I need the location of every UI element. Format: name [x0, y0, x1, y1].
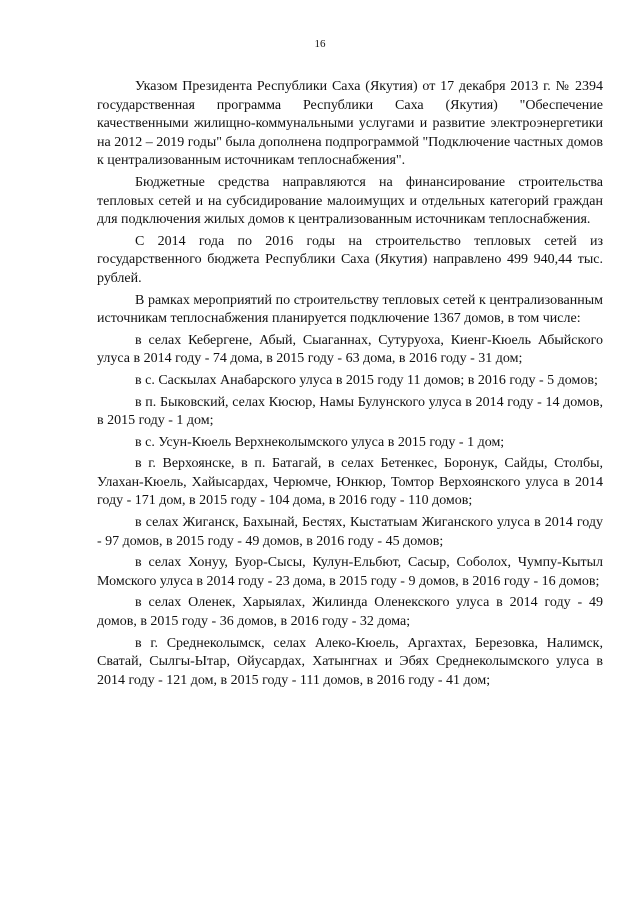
- paragraph: В рамках мероприятий по строительству тепловых сетей к централизованным источникам теплоснабжения планируется подключение 1367 домов, в том числе:: [97, 292, 603, 327]
- list-item: в селах Кебергене, Абый, Сыаганнах, Сутуруоха, Киенг-Кюель Абыйского улуса в 2014 году - 74 дома, в 2015 году - 63 дома, в 2016 году - 31 дом;: [97, 332, 603, 367]
- list-item: в п. Быковский, селах Кюсюр, Намы Булунского улуса в 2014 году - 14 домов, в 2015 году - 1 дом;: [97, 394, 603, 429]
- list-item: в селах Жиганск, Бахынай, Бестях, Кыстатыам Жиганского улуса в 2014 году - 97 домов, в 2015 году - 49 домов, в 2016 году - 45 домов;: [97, 515, 603, 549]
- list-item: в с. Саскылах Анабарского улуса в 2015 году 11 домов; в 2016 году - 5 домов;: [135, 372, 598, 388]
- page-number: 16: [314, 38, 326, 50]
- list-item: в селах Хонуу, Буор-Сысы, Кулун-Ельбют, Сасыр, Соболох, Чумпу-Кытыл Момского улуса в 2014 году - 23 дома, в 2015 году - 9 домов, в 2016 году - 16 домов;: [97, 555, 603, 589]
- paragraph: С 2014 года по 2016 годы на строительство тепловых сетей из государственного бюджета Республики Саха (Якутия) направлено 499 940,44 тыс. рублей.: [97, 233, 603, 286]
- list-item: в г. Среднеколымск, селах Алеко-Кюель, Аргахтах, Березовка, Налимск, Сватай, Сылгы-Ытар, Ойусардах, Хатынгнах и Эбях Среднеколымского улуса в 2014 году - 121 дом, в 2015 году - 111 домов, в 2016 году - 41 дом;: [97, 635, 603, 688]
- list-item: в с. Усун-Кюель Верхнеколымского улуса в 2015 году - 1 дом;: [135, 434, 505, 450]
- paragraph: Бюджетные средства направляются на финансирование строительства тепловых сетей и на субсидирование малоимущих и отдельных категорий граждан для подключения жилых домов к централизованным источникам теплоснабжения.: [97, 174, 603, 228]
- list-item: в г. Верхоянске, в п. Батагай, в селах Бетенкес, Боронук, Сайды, Столбы, Улахан-Кюель, Хайысардах, Черюмче, Юнкюр, Томтор Верхоянского улуса в 2014 году - 171 дом, в 2015 году - 104 дома, в 2016 году - 110 домов;: [97, 456, 603, 509]
- paragraph: Указом Президента Республики Саха (Якутия) от 17 декабря 2013 г. № 2394 государственная программа Республики Саха (Якутия) "Обеспечение качественными жилищно-коммунальными услугами и развитие электроэнергетики на 2012 – 2019 годы" была дополнена подпрограммой "Подключение частных домов к централизованным источникам теплоснабжения".: [97, 79, 603, 169]
- list-item: в селах Оленек, Харыялах, Жилинда Оленекского улуса в 2014 году - 49 домов, в 2015 году - 36 домов, в 2016 году - 32 дома;: [97, 595, 603, 630]
- document-body: [97, 78, 603, 693]
